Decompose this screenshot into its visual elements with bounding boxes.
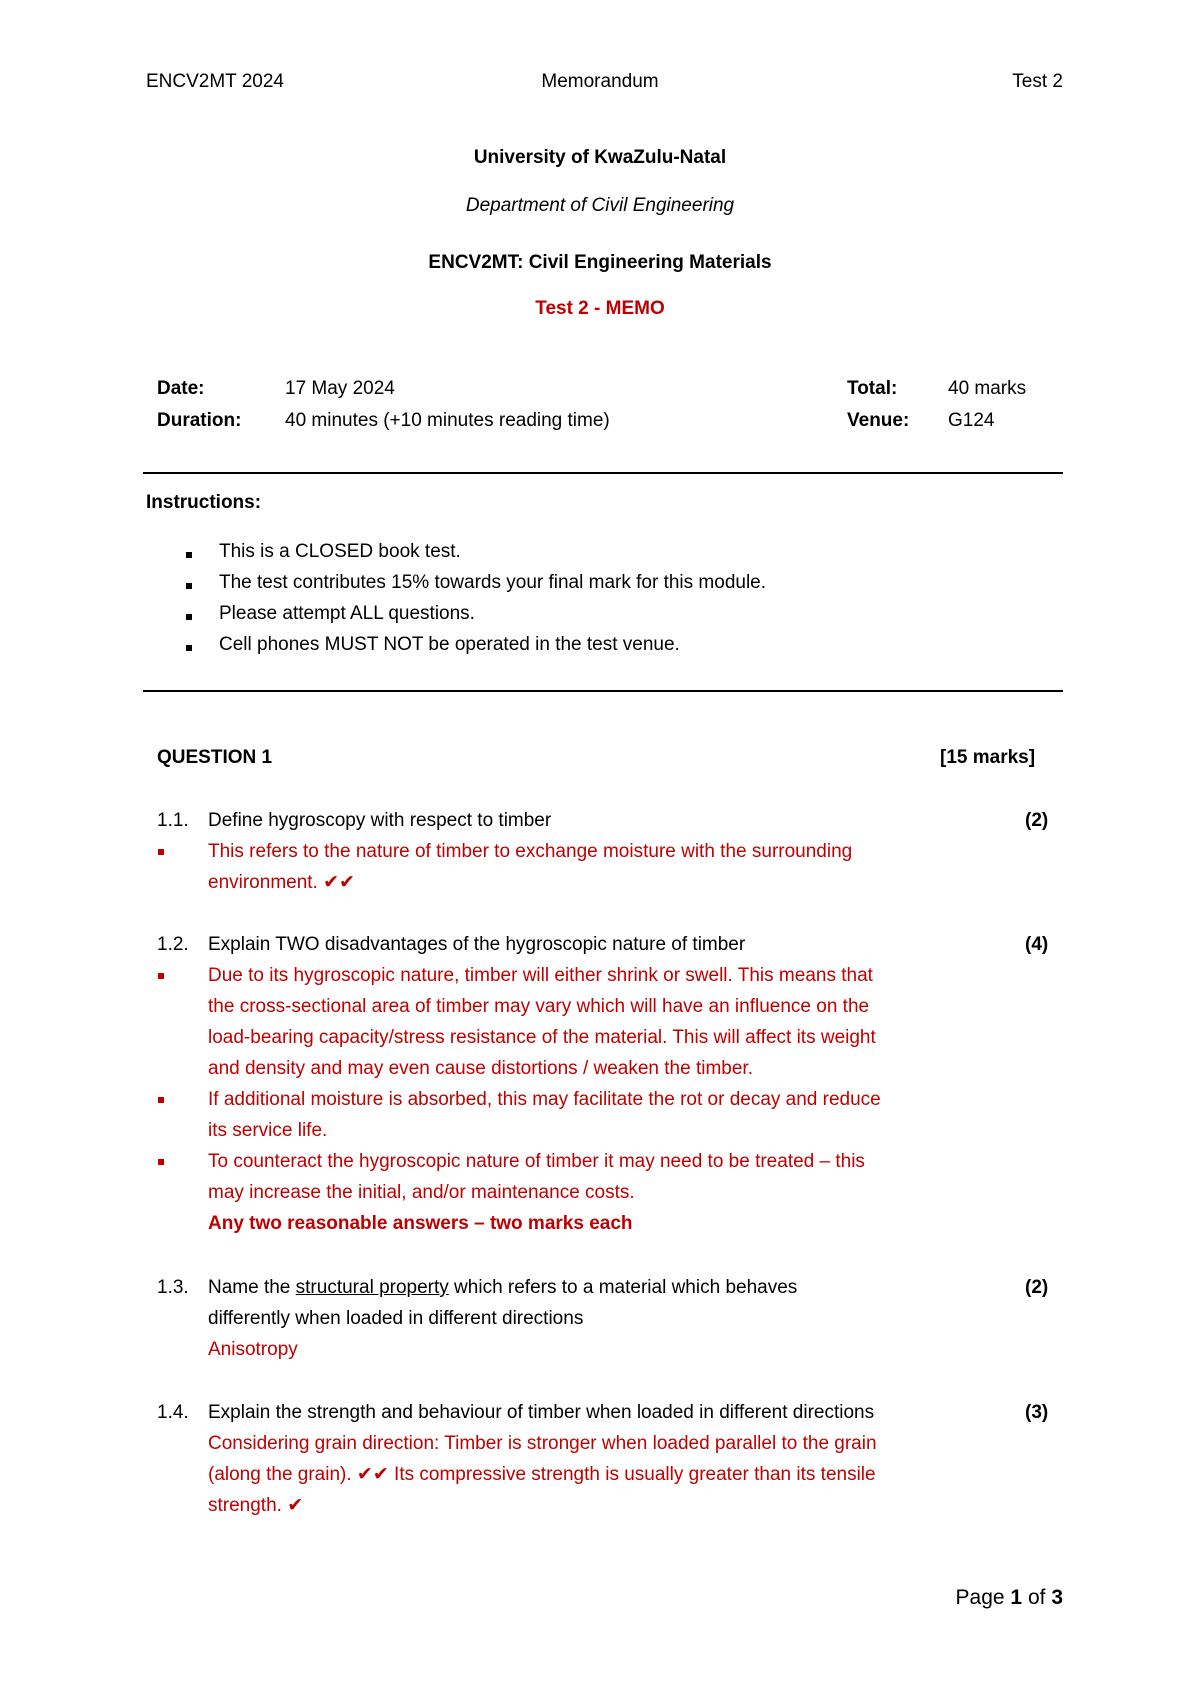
header-test-number: Test 2 bbox=[1012, 71, 1063, 92]
q1-2-answer-line: may increase the initial, and/or maintenance costs. bbox=[208, 1182, 635, 1203]
q1-3-underlined-term: structural property bbox=[295, 1277, 449, 1298]
q1-1-text: Define hygroscopy with respect to timber bbox=[208, 810, 552, 831]
duration-label: Duration: bbox=[157, 410, 242, 431]
test-title: Test 2 - MEMO bbox=[535, 298, 665, 319]
duration-value: 40 minutes (+10 minutes reading time) bbox=[285, 410, 610, 431]
instruction-item: Cell phones MUST NOT be operated in the test venue. bbox=[219, 634, 680, 655]
divider-top bbox=[143, 472, 1063, 474]
venue-value: G124 bbox=[948, 410, 995, 431]
q1-1-marks: (2) bbox=[1025, 810, 1049, 831]
q1-4-answer-line: (along the grain). ✔✔ Its compressive strength is usually greater than its tensile bbox=[208, 1464, 876, 1485]
q1-4-answer-line: strength. ✔ bbox=[208, 1495, 304, 1516]
q1-4-marks: (3) bbox=[1025, 1402, 1049, 1423]
q1-2-number: 1.2. bbox=[157, 934, 189, 955]
q1-3-text-post: which refers to a material which behaves bbox=[448, 1277, 798, 1298]
q1-2-answer-line: If additional moisture is absorbed, this may facilitate the rot or decay and reduce bbox=[208, 1089, 881, 1110]
q1-3-text bbox=[208, 1272, 797, 1303]
answer-bullet-icon bbox=[158, 1097, 164, 1103]
instructions-heading: Instructions: bbox=[146, 492, 262, 513]
q1-1-answer-line: This refers to the nature of timber to exchange moisture with the surrounding bbox=[208, 841, 853, 862]
q1-1-number: 1.1. bbox=[157, 810, 189, 831]
q1-2-answer-line: its service life. bbox=[208, 1120, 328, 1141]
q1-3-text-pre: Name the bbox=[208, 1277, 296, 1298]
page-total: 3 bbox=[1051, 1586, 1063, 1609]
header-title: Memorandum bbox=[541, 71, 659, 92]
department-name: Department of Civil Engineering bbox=[465, 195, 735, 216]
instruction-item: This is a CLOSED book test. bbox=[219, 541, 461, 562]
total-value: 40 marks bbox=[948, 378, 1027, 399]
q1-2-answer-line: the cross-sectional area of timber may vary which will have an influence on the bbox=[208, 996, 870, 1017]
q1-2-marking-note: Any two reasonable answers – two marks each bbox=[208, 1213, 633, 1234]
q1-4-number: 1.4. bbox=[157, 1402, 189, 1423]
date-value: 17 May 2024 bbox=[285, 378, 395, 399]
question-1-title: QUESTION 1 bbox=[157, 747, 273, 768]
page-number bbox=[956, 1586, 1063, 1610]
answer-bullet-icon bbox=[158, 973, 164, 979]
venue-label: Venue: bbox=[847, 410, 910, 431]
q1-3-answer: Anisotropy bbox=[208, 1339, 298, 1360]
bullet-icon bbox=[186, 614, 192, 620]
total-label: Total: bbox=[847, 378, 898, 399]
bullet-icon bbox=[186, 645, 192, 651]
q1-3-text-line2: differently when loaded in different directions bbox=[208, 1308, 584, 1329]
answer-bullet-icon bbox=[158, 1159, 164, 1165]
q1-1-answer-line: environment. ✔✔ bbox=[208, 872, 355, 893]
q1-3-marks: (2) bbox=[1025, 1277, 1049, 1298]
q1-2-answer-line: and density and may even cause distortions / weaken the timber. bbox=[208, 1058, 753, 1079]
bullet-icon bbox=[186, 583, 192, 589]
q1-2-answer-line: To counteract the hygroscopic nature of timber it may need to be treated – this bbox=[208, 1151, 865, 1172]
q1-2-answer-line: load-bearing capacity/stress resistance of the material. This will affect its weight bbox=[208, 1027, 876, 1048]
q1-2-marks: (4) bbox=[1025, 934, 1049, 955]
date-label: Date: bbox=[157, 378, 205, 399]
instruction-item: Please attempt ALL questions. bbox=[219, 603, 475, 624]
university-name: University of KwaZulu-Natal bbox=[473, 147, 727, 168]
course-title: ENCV2MT: Civil Engineering Materials bbox=[428, 252, 772, 273]
instruction-item: The test contributes 15% towards your final mark for this module. bbox=[219, 572, 767, 593]
question-1-marks: [15 marks] bbox=[940, 747, 1036, 768]
answer-bullet-icon bbox=[158, 849, 164, 855]
q1-2-answer-line: Due to its hygroscopic nature, timber will either shrink or swell. This means that bbox=[208, 965, 873, 986]
of-word: of bbox=[1027, 1586, 1046, 1609]
q1-3-number: 1.3. bbox=[157, 1277, 189, 1298]
q1-4-answer-line: Considering grain direction: Timber is stronger when loaded parallel to the grain bbox=[208, 1433, 877, 1454]
page-word: Page bbox=[955, 1586, 1005, 1609]
page-current: 1 bbox=[1010, 1586, 1023, 1609]
divider-bottom bbox=[143, 690, 1063, 692]
q1-4-text: Explain the strength and behaviour of timber when loaded in different directions bbox=[208, 1402, 875, 1423]
bullet-icon bbox=[186, 552, 192, 558]
header-course-code: ENCV2MT 2024 bbox=[146, 71, 284, 92]
q1-2-text: Explain TWO disadvantages of the hygroscopic nature of timber bbox=[208, 934, 746, 955]
